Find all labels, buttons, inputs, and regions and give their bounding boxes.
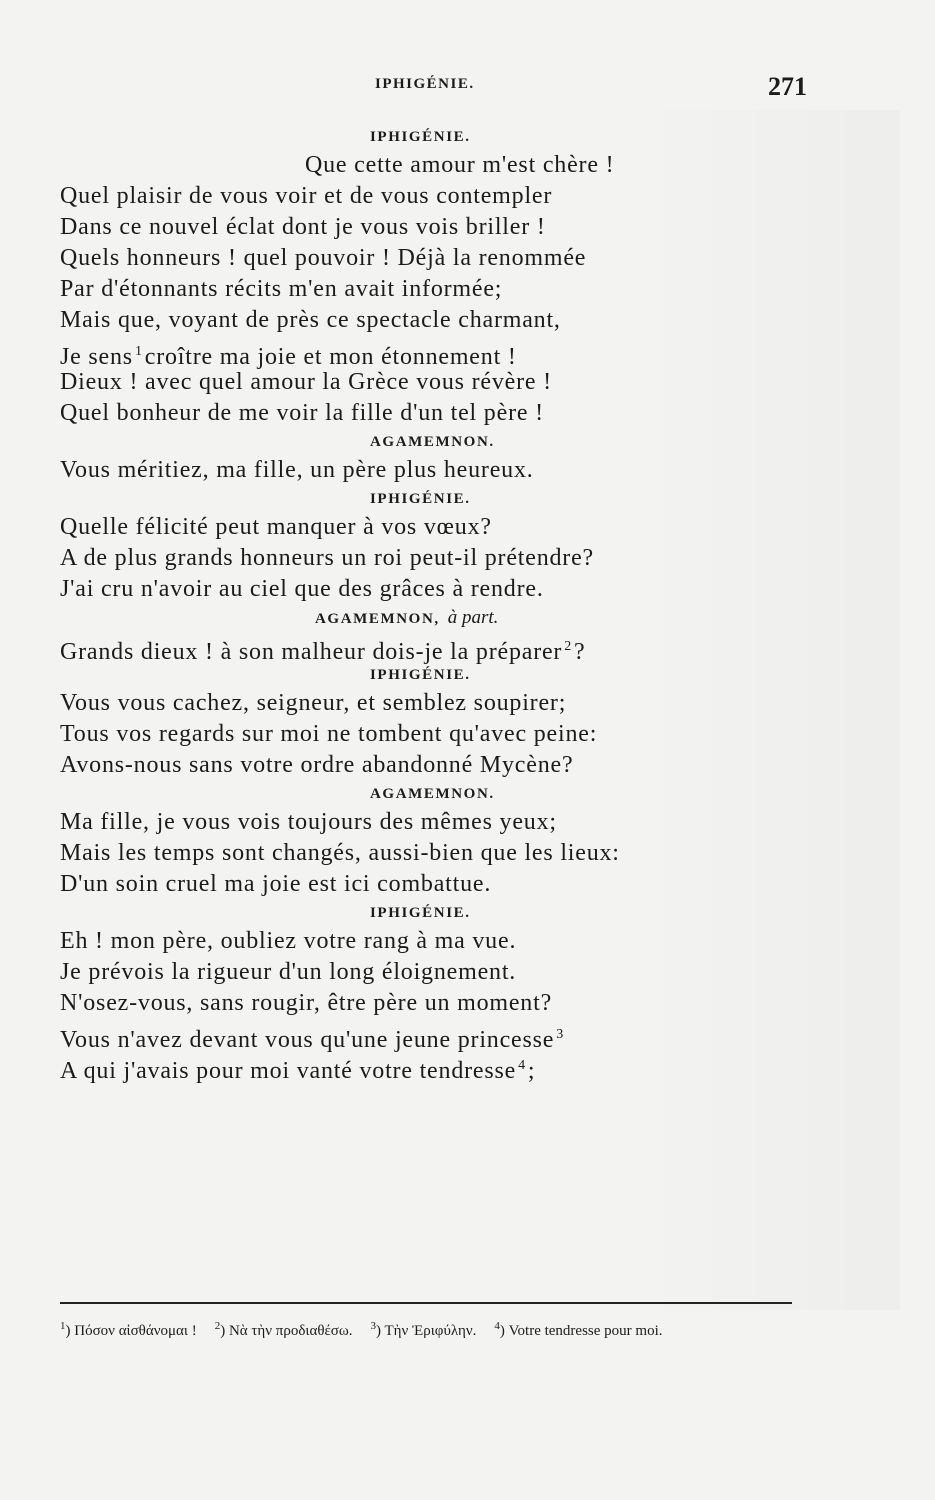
verse-text: Par d'étonnants récits m'en avait informée; xyxy=(60,276,503,302)
verse-text: Vous vous cachez, seigneur, et semblez soupirer; xyxy=(60,690,567,716)
verse-line xyxy=(60,243,820,274)
verse-line xyxy=(60,750,820,781)
verse-line xyxy=(60,1050,820,1084)
verse-line xyxy=(60,512,820,543)
verse-text: D'un soin cruel ma joie est ici combattue. xyxy=(60,871,492,897)
footnote-text: Τὴν Ἐριφύλην. xyxy=(384,1323,477,1339)
verse-line xyxy=(60,574,820,605)
speaker-name xyxy=(60,429,820,455)
verse-text xyxy=(60,124,820,1084)
verse-text: Quel plaisir de vous voir et de vous contempler xyxy=(60,183,553,209)
verse-text: Grands dieux ! à son malheur dois-je la préparer xyxy=(60,639,563,665)
verse-text: Dans ce nouvel éclat dont je vous vois briller ! xyxy=(60,214,546,240)
verse-line xyxy=(60,631,820,665)
verse-text: A de plus grands honneurs un roi peut-il prétendre? xyxy=(60,545,595,571)
verse-line xyxy=(60,688,820,719)
verse-text: Mais que, voyant de près ce spectacle charmant, xyxy=(60,307,561,333)
verse-text: Dieux ! avec quel amour la Grèce vous révère ! xyxy=(60,369,552,395)
speaker-name xyxy=(60,124,820,150)
verse-continuation: croître ma joie et mon étonnement ! xyxy=(144,344,517,370)
verse-text: N'osez-vous, sans rougir, être père un moment? xyxy=(60,990,553,1016)
verse-line xyxy=(60,274,820,305)
verse-line xyxy=(60,455,820,486)
footnote-number: 3 xyxy=(370,1320,377,1332)
footnote-paren: ) xyxy=(65,1323,75,1339)
verse-continuation: ; xyxy=(527,1058,536,1084)
verse-text: Tous vos regards sur moi ne tombent qu'avec peine: xyxy=(60,721,598,747)
verse-text: Je sens xyxy=(60,344,133,370)
footnote-number: 1 xyxy=(60,1320,66,1332)
footnote-paren: ) xyxy=(220,1323,229,1339)
footnote-marker: 1 xyxy=(134,344,143,359)
footnote-marker: 3 xyxy=(556,1027,565,1042)
verse-text: Vous méritiez, ma fille, un père plus heureux. xyxy=(60,457,534,483)
footnote-number: 2 xyxy=(214,1320,221,1332)
verse-text: Vous n'avez devant vous qu'une jeune princesse xyxy=(60,1027,555,1053)
verse-line xyxy=(60,212,820,243)
verse-text: Mais les temps sont changés, aussi-bien que les lieux: xyxy=(60,840,620,866)
speaker-name xyxy=(60,605,820,631)
verse-line xyxy=(60,926,820,957)
footnote-paren: ) xyxy=(499,1323,509,1339)
footnote-item xyxy=(494,1320,663,1339)
speaker-label: AGAMEMNON. xyxy=(370,434,495,450)
speaker-label: IPHIGÉNIE. xyxy=(370,667,471,683)
verse-text: Quelle félicité peut manquer à vos vœux? xyxy=(60,514,492,540)
verse-line xyxy=(60,305,820,336)
verse-text: Je prévois la rigueur d'un long éloignement. xyxy=(60,959,517,985)
verse-text: A qui j'avais pour moi vanté votre tendresse xyxy=(60,1058,517,1084)
footnote-text: Votre tendresse pour moi. xyxy=(508,1323,663,1339)
verse-text: Quel bonheur de me voir la fille d'un tel père ! xyxy=(60,400,544,426)
page-number: 271 xyxy=(768,72,807,101)
footnote-text: Νὰ τὴν προδιαθέσω. xyxy=(228,1323,353,1339)
verse-text: Que cette amour m'est chère ! xyxy=(305,152,615,178)
verse-line xyxy=(60,543,820,574)
speaker-label: AGAMEMNON. xyxy=(370,786,495,802)
speaker-label: IPHIGÉNIE. xyxy=(370,905,471,921)
footnotes xyxy=(60,1316,805,1341)
speaker-label: IPHIGÉNIE. xyxy=(370,491,471,507)
verse-line xyxy=(60,869,820,900)
verse-text: Ma fille, je vous vois toujours des mêmes yeux; xyxy=(60,809,557,835)
verse-continuation: ? xyxy=(574,639,586,665)
speaker-name xyxy=(60,781,820,807)
speaker-label: AGAMEMNON, xyxy=(315,611,440,627)
verse-line xyxy=(60,150,820,181)
verse-text: Eh ! mon père, oubliez votre rang à ma vue. xyxy=(60,928,517,954)
speaker-label: IPHIGÉNIE. xyxy=(370,129,471,145)
verse-text: J'ai cru n'avoir au ciel que des grâces à rendre. xyxy=(60,576,544,602)
speaker-name xyxy=(60,900,820,926)
verse-line xyxy=(60,398,820,429)
verse-line xyxy=(60,807,820,838)
footnote-number: 4 xyxy=(494,1320,500,1332)
stage-direction: à part. xyxy=(447,607,499,628)
verse-line xyxy=(60,367,820,398)
footnote-marker: 2 xyxy=(564,639,573,654)
footnote-item xyxy=(370,1320,477,1339)
verse-line xyxy=(60,181,820,212)
verse-line xyxy=(60,719,820,750)
footnote-item xyxy=(60,1320,197,1339)
verse-text: Quels honneurs ! quel pouvoir ! Déjà la renommée xyxy=(60,245,587,271)
verse-line xyxy=(60,988,820,1019)
footnote-text: Πόσον αἰσθάνομαι ! xyxy=(74,1323,197,1339)
verse-text: Avons-nous sans votre ordre abandonné Mycène? xyxy=(60,752,574,778)
verse-line xyxy=(60,957,820,988)
running-title: IPHIGÉNIE. xyxy=(375,76,475,92)
footnote-rule xyxy=(60,1302,792,1304)
verse-line xyxy=(60,1019,820,1053)
verse-line xyxy=(60,336,820,370)
verse-line xyxy=(60,838,820,869)
speaker-name xyxy=(60,662,820,688)
footnote-item xyxy=(214,1320,353,1339)
speaker-name xyxy=(60,486,820,512)
footnote-marker: 4 xyxy=(518,1058,526,1073)
footnote-paren: ) xyxy=(376,1323,385,1339)
